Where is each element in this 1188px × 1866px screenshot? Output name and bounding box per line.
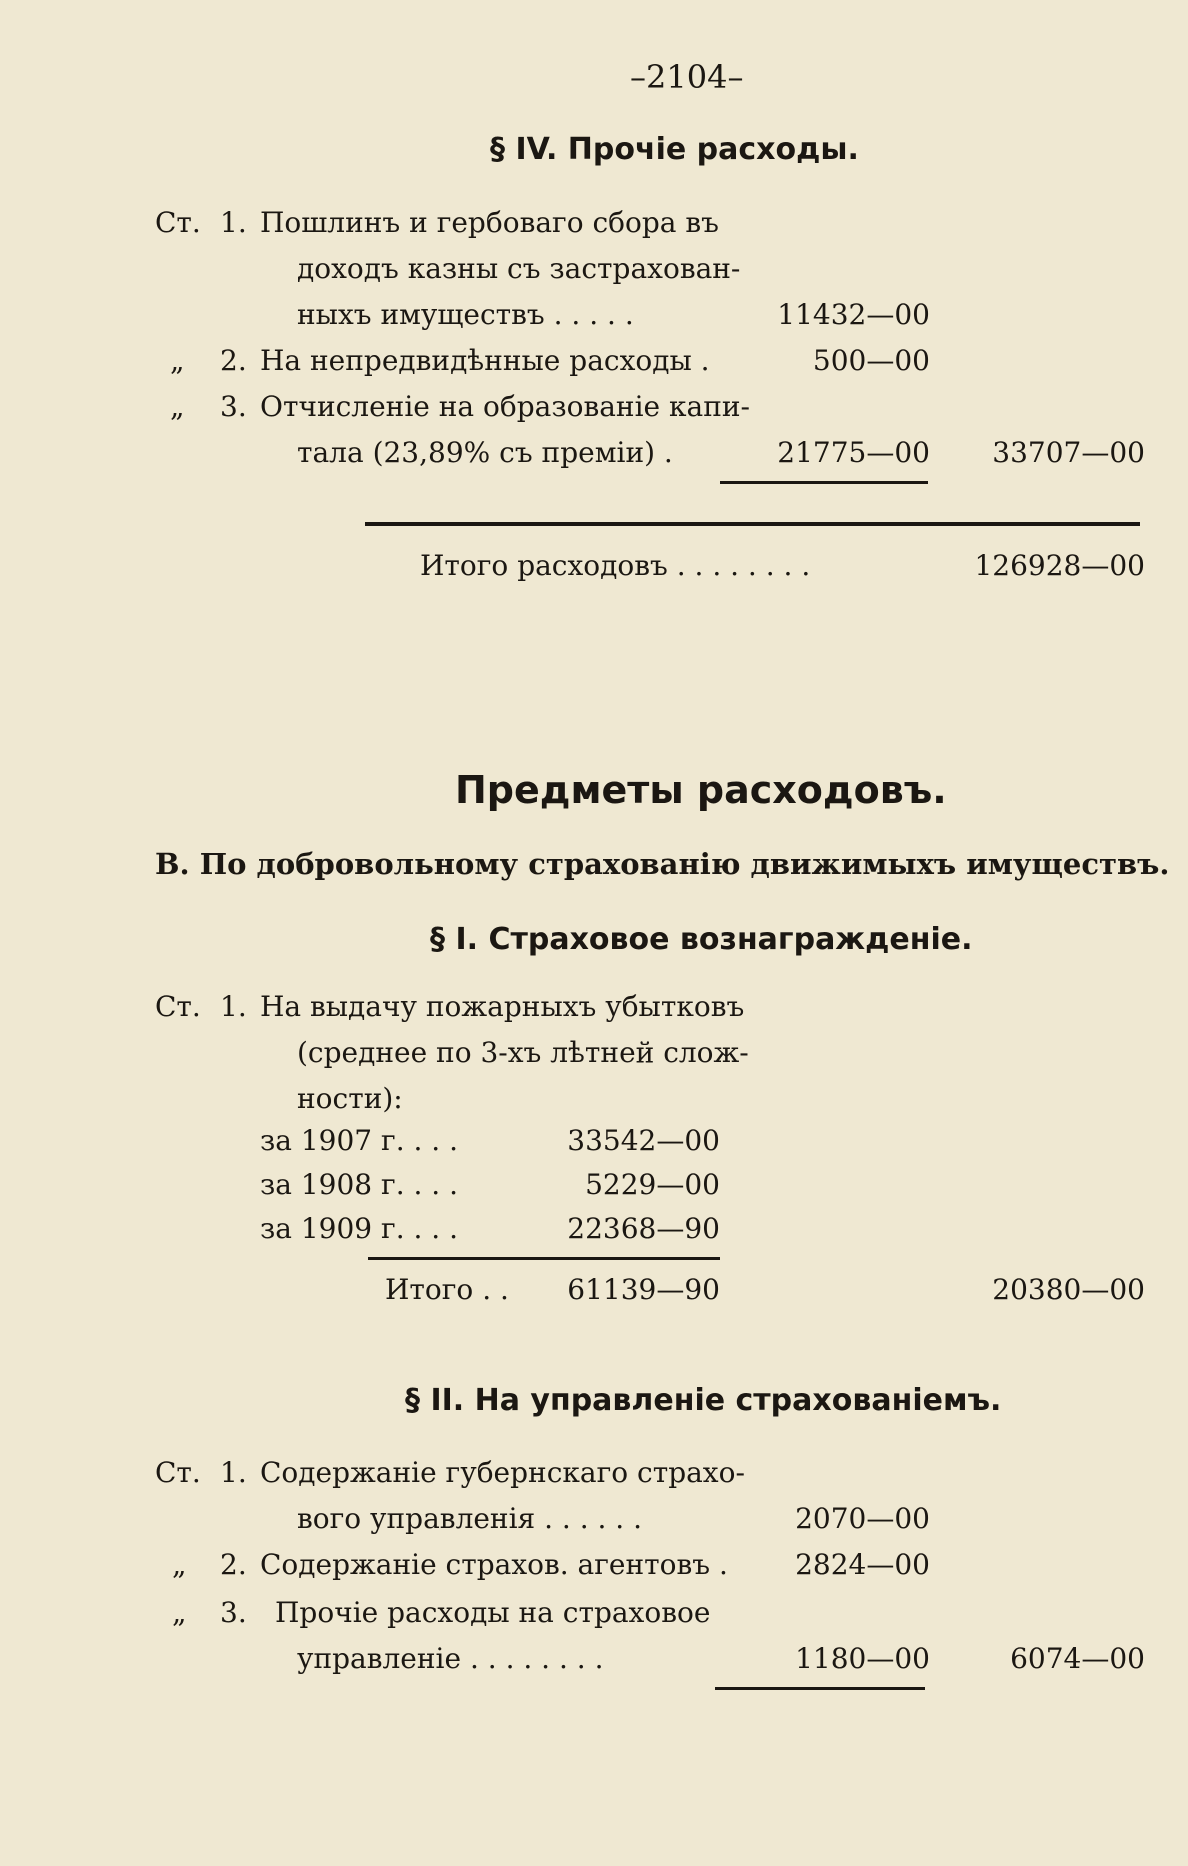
grand-total-label: Итого расходовъ . . . . . . . .	[420, 549, 811, 582]
sec4-st2-prefix: „	[170, 344, 185, 377]
sec2-st3-line1: Прочіе расходы на страховое	[275, 1596, 711, 1629]
year-1908-label: за 1908 г. . . .	[260, 1168, 458, 1201]
sec2-st1-num: 1.	[220, 1456, 247, 1489]
sec4-st3-line2: тала (23,89% съ преміи) .	[297, 436, 673, 469]
sec4-st1-amount: 11432—00	[777, 298, 930, 331]
sec4-st2-num: 2.	[220, 344, 247, 377]
sec2-subtotal-rule	[715, 1687, 925, 1690]
sec2-st3-line2: управленіе . . . . . . . .	[297, 1642, 604, 1675]
section-iv-heading: § IV. Прочіе расходы.	[490, 132, 859, 167]
section-b-heading: В. По добровольному страхованію движимыхъ имуществъ.	[155, 847, 1170, 881]
sec2-st3-num: 3.	[220, 1596, 247, 1629]
sec1-st1-line3: ности):	[297, 1082, 403, 1115]
section-ii-heading: § II. На управленіе страхованіемъ.	[405, 1383, 1002, 1418]
sec4-st2-amount: 500—00	[812, 344, 930, 377]
sec2-st1-line1: Содержаніе губернскаго страхо-	[260, 1456, 745, 1489]
sec4-st1-line2: доходъ казны съ застрахован-	[297, 252, 741, 285]
sec4-subtotal-rule	[720, 481, 928, 484]
sec1-st1-num: 1.	[220, 990, 247, 1023]
sec1-itogo-rule	[368, 1257, 720, 1260]
sec1-total: 20380—00	[992, 1273, 1145, 1306]
sec1-st1-line2: (среднее по 3-хъ лѣтней слож-	[297, 1036, 749, 1069]
sec2-st2-text: Содержаніе страхов. агентовъ .	[260, 1548, 728, 1581]
year-1908-amount: 5229—00	[585, 1168, 720, 1201]
sec4-total: 33707—00	[992, 436, 1145, 469]
sec2-total: 6074—00	[1010, 1642, 1145, 1675]
section-i-heading: § I. Страховое вознагражденіе.	[430, 922, 973, 957]
grand-total-rule	[365, 522, 1140, 526]
sec2-st2-num: 2.	[220, 1548, 247, 1581]
sec2-st2-amount: 2824—00	[795, 1548, 930, 1581]
sec2-st1-line2: вого управленія . . . . . .	[297, 1502, 643, 1535]
sec1-itogo-label: Итого . .	[385, 1273, 509, 1306]
page-number: –2104–	[630, 58, 744, 96]
sec4-st1-line3: ныхъ имуществъ . . . . .	[297, 298, 634, 331]
sec4-st3-num: 3.	[220, 390, 247, 423]
sec4-st2-text: На непредвидѣнные расходы .	[260, 344, 710, 377]
grand-total-amount: 126928—00	[974, 549, 1145, 582]
sec1-st1-line1: На выдачу пожарныхъ убытковъ	[260, 990, 745, 1023]
year-1907-amount: 33542—00	[567, 1124, 720, 1157]
sec2-st3-amount: 1180—00	[795, 1642, 930, 1675]
sec4-st3-line1: Отчисленіе на образованіе капи-	[260, 390, 750, 423]
sec2-st3-prefix: „	[172, 1596, 187, 1629]
sec2-st2-prefix: „	[172, 1548, 187, 1581]
year-1909-label: за 1909 г. . . .	[260, 1212, 458, 1245]
predmety-heading: Предметы расходовъ.	[455, 768, 947, 812]
sec4-st1-prefix: Ст.	[155, 206, 201, 239]
sec2-st1-prefix: Ст.	[155, 1456, 201, 1489]
sec2-st1-amount: 2070—00	[795, 1502, 930, 1535]
sec1-st1-prefix: Ст.	[155, 990, 201, 1023]
sec4-st3-prefix: „	[170, 390, 185, 423]
year-1909-amount: 22368—90	[567, 1212, 720, 1245]
sec4-st1-line1: Пошлинъ и гербоваго сбора въ	[260, 206, 719, 239]
sec1-itogo-amount: 61139—90	[567, 1273, 720, 1306]
sec4-st1-num: 1.	[220, 206, 247, 239]
year-1907-label: за 1907 г. . . .	[260, 1124, 458, 1157]
sec4-st3-amount: 21775—00	[777, 436, 930, 469]
